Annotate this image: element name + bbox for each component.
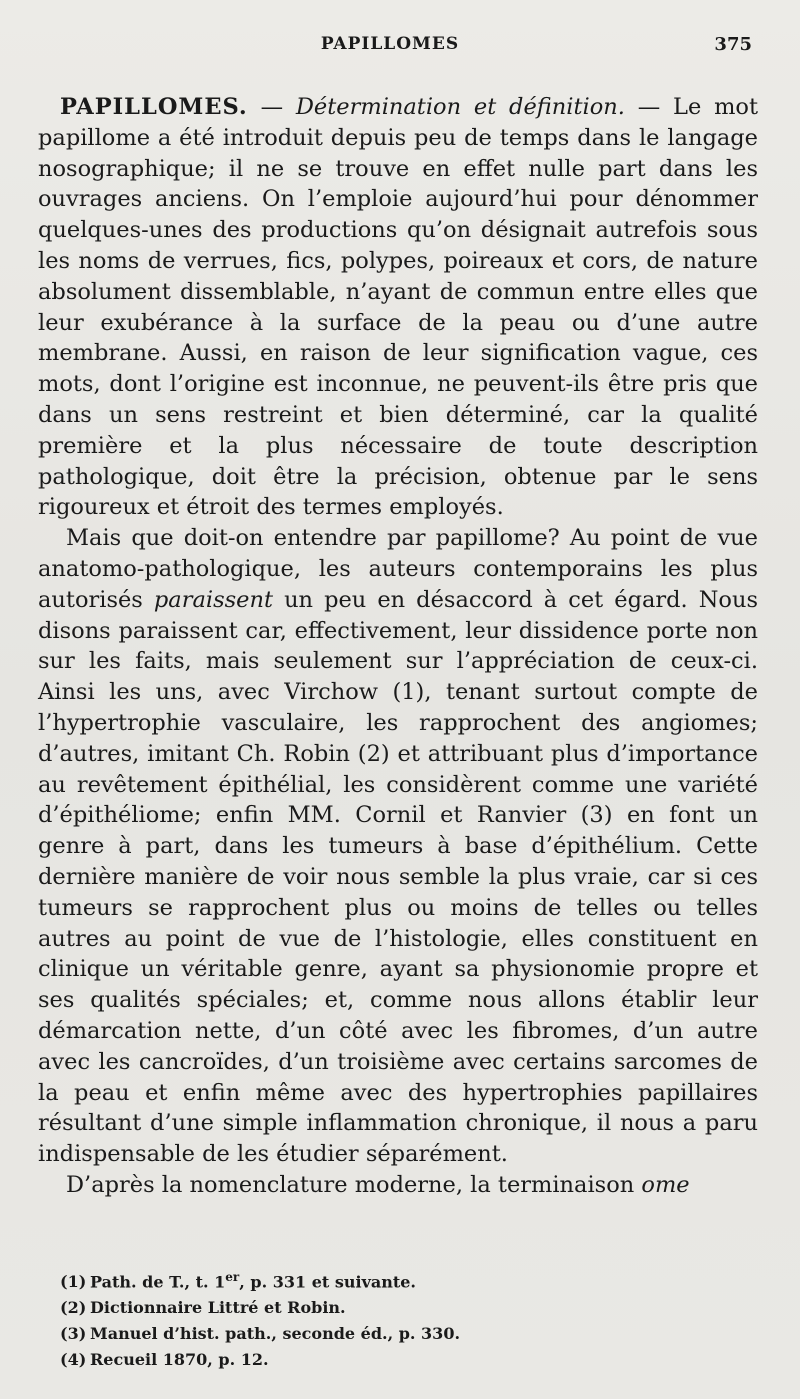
footnote [60,1295,760,1321]
body-text [38,92,758,1201]
footnote-mark: (3) [60,1324,87,1344]
footnote-text: Path. de T., t. 1 [90,1272,226,1292]
footnote-text: Dictionnaire Littré et Robin. [90,1298,346,1318]
footnote-text-after: , p. 331 et suivante. [239,1272,416,1292]
paragraph-2 [38,523,758,1170]
footnote-mark: (2) [60,1298,87,1318]
footnotes [60,1264,760,1373]
paragraph-2-text-b: un peu en désaccord à cet égard. Nous disons paraissent car, effectivement, leur dissidence porte non sur les faits, mais seulement sur l’appréciation de ceux-ci. Ainsi les uns, avec Virchow (1), tenant surtout compte de l’hypertrophie vasculaire, les rapprochent des angiomes; d’autres, imitant Ch. Robin (2) et attribuant plus d’importance au revêtement épithélial, les considèrent comme une variété d’épithéliome; enfin MM. Cornil et Ranvier (3) en font un genre à part, dans les tumeurs à base d’épithélium. Cette dernière manière de voir nous semble la plus vraie, car si ces tumeurs se rapprochent plus ou moins de telles ou telles autres au point de vue de l’histologie, elles constituent en clinique un véritable genre, ayant sa physionomie propre et ses qualités spéciales; et, comme nous allons établir leur démarcation nette, d’un côté avec les fibromes, d’un autre avec les cancroïdes, d’un troisième avec certains sarcomes de la peau et enfin même avec des hypertrophies papillaires résultant d’une simple inflammation chronique, il nous a paru indispensable de les étudier séparément. [38,586,759,1168]
paragraph-3 [38,1170,758,1201]
running-title: PAPILLOMES [320,34,460,54]
footnote [60,1264,760,1295]
footnote-text: Manuel d’hist. path., seconde éd., p. 330. [90,1324,461,1344]
paragraph-1 [38,92,758,523]
paragraph-3-text: D’après la nomenclature moderne, la terminaison [66,1171,642,1198]
footnote-superscript: er [225,1270,240,1284]
footnote-mark: (1) [60,1272,87,1292]
subheading-dash: — [624,94,674,120]
section-subheading: Détermination et définition. [295,94,625,120]
page-number: 375 [714,34,752,55]
footnote [60,1347,760,1373]
paragraph-2-italic: paraissent [153,586,274,613]
footnote-mark: (4) [60,1350,87,1370]
paragraph-1-text: Le mot papillome a été introduit depuis peu de temps dans le langage nosographique; il ne se trouve en effet nulle part dans les ouvrages anciens. On l’emploie aujourd’hui pour dénommer quelques-unes des productions qu’on désignait autrefois sous les noms de verrues, fics, polypes, poireaux et cors, de nature absolument dissemblable, n’ayant de commun entre elles que leur exubérance à la surface de la peau ou d’une autre membrane. Aussi, en raison de leur signification vague, ces mots, dont l’origine est inconnue, ne peuvent-ils être pris que dans un sens restreint et bien déterminé, car la qualité première et la plus nécessaire de toute description pathologique, doit être la précision, obtenue par le sens rigoureux et étroit des termes employés. [38,94,759,521]
footnote [60,1321,760,1347]
heading-dash: — [247,94,296,120]
page-header [0,30,800,60]
footnote-text: Recueil 1870, p. 12. [90,1350,269,1370]
section-heading: PAPILLOMES. [60,94,248,120]
paragraph-3-italic: ome [641,1171,690,1198]
paragraph-2-text-a: Mais que doit-on entendre par papillome? Au point de vue anatomo-pathologique, les auteurs contemporains les plus autorisés [38,525,758,613]
